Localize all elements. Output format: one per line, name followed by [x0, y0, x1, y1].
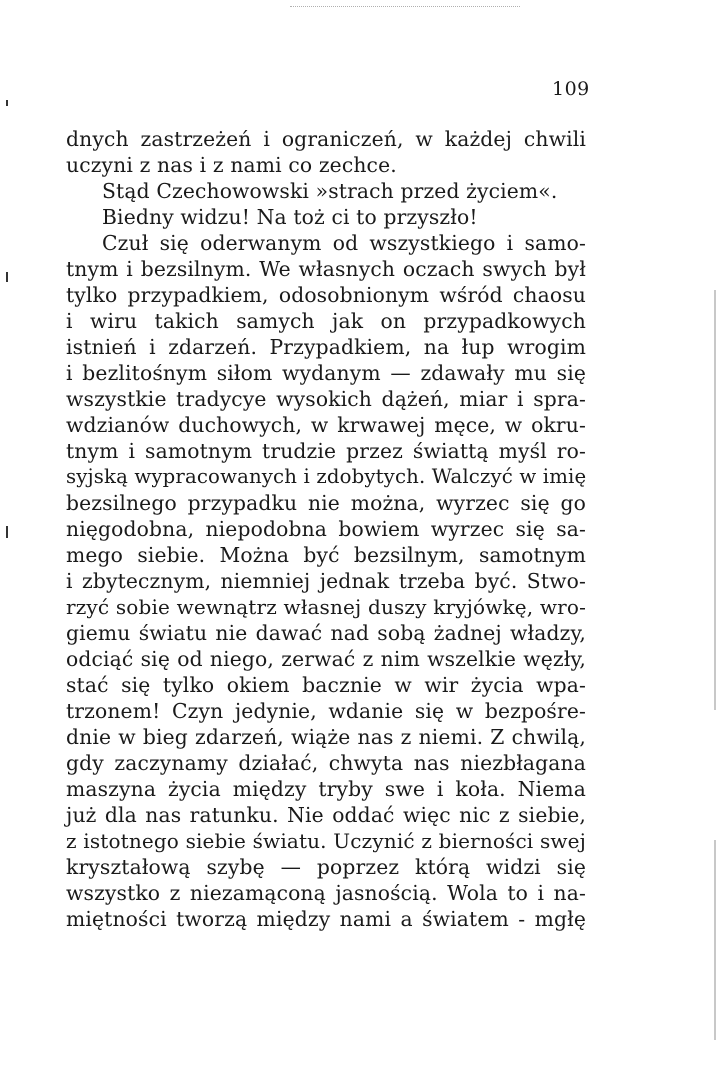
scan-artifact	[714, 290, 716, 710]
text-line: tnym i bezsilnym. We własnych oczach swych był	[66, 257, 586, 281]
text-line: giemu światu nie dawać nad sobą żadnej władzy,	[66, 621, 586, 645]
text-line: gdy zaczynamy działać, chwyta nas niezbłagana	[66, 751, 586, 775]
text-line: odciąć się od niego, zerwać z nim wszelkie węzły,	[66, 647, 586, 671]
text-line: stać się tylko okiem bacznie w wir życia wpa-	[66, 673, 586, 697]
text-line: miętności tworzą między nami a światem - mgłę	[66, 907, 586, 931]
text-line: wdzianów duchowych, w krwawej męce, w okru-	[66, 413, 586, 437]
text-line: mego siebie. Można być bezsilnym, samotnym	[66, 543, 586, 567]
text-line: Biedny widzu! Na toż ci to przyszło!	[102, 205, 478, 229]
scan-artifact	[290, 6, 520, 8]
text-line: maszyna życia między tryby swe i koła. Niema	[66, 777, 586, 801]
text-line: rzyć sobie wewnątrz własnej duszy kryjówkę, wro-	[66, 595, 586, 619]
text-line: dnych zastrzeżeń i ograniczeń, w każdej chwili	[66, 127, 586, 151]
text-line: uczyni z nas i z nami co zechce.	[66, 153, 397, 177]
text-line: Stąd Czechowowski »strach przed życiem«.	[102, 179, 558, 203]
text-line: kryształową szybę — poprzez którą widzi się	[66, 855, 586, 879]
text-line: wszystkie tradycye wysokich dążeń, miar i spra-	[66, 387, 586, 411]
scan-artifact	[6, 272, 8, 282]
text-line: trzonem! Czyn jedynie, wdanie się w bezpośre-	[66, 699, 586, 723]
text-line: istnień i zdarzeń. Przypadkiem, na łup wrogim	[66, 335, 586, 359]
text-line: już dla nas ratunku. Nie oddać więc nic z siebie,	[66, 803, 586, 827]
text-line: wszystko z niezamąconą jasnością. Wola to i na-	[66, 881, 586, 905]
text-line: tnym i samotnym trudzie przez świattą myśl ro-	[66, 439, 586, 463]
text-line: syjską wypracowanych i zdobytych. Walczyć w imię	[66, 465, 587, 488]
page-number: 109	[552, 78, 590, 100]
text-line: tylko przypadkiem, odosobnionym wśród chaosu	[66, 283, 586, 307]
scan-artifact	[714, 840, 716, 1040]
text-line: i zbytecznym, niemniej jednak trzeba być. Stwo-	[66, 569, 586, 593]
text-line: nięgodobna, niepodobna bowiem wyrzec się sa-	[66, 517, 586, 541]
scan-artifact	[6, 100, 8, 106]
text-line: bezsilnego przypadku nie można, wyrzec się go	[66, 491, 586, 515]
text-line: i wiru takich samych jak on przypadkowych	[66, 309, 586, 333]
body-text	[66, 126, 586, 932]
scan-artifact	[6, 526, 8, 538]
text-line: dnie w bieg zdarzeń, wiąże nas z niemi. Z chwilą,	[66, 725, 586, 749]
text-line: i bezlitośnym siłom wydanym — zdawały mu się	[66, 361, 586, 385]
text-line: z istotnego siebie światu. Uczynić z bierności swej	[66, 829, 586, 853]
text-line: Czuł się oderwanym od wszystkiego i samo-	[102, 231, 586, 255]
